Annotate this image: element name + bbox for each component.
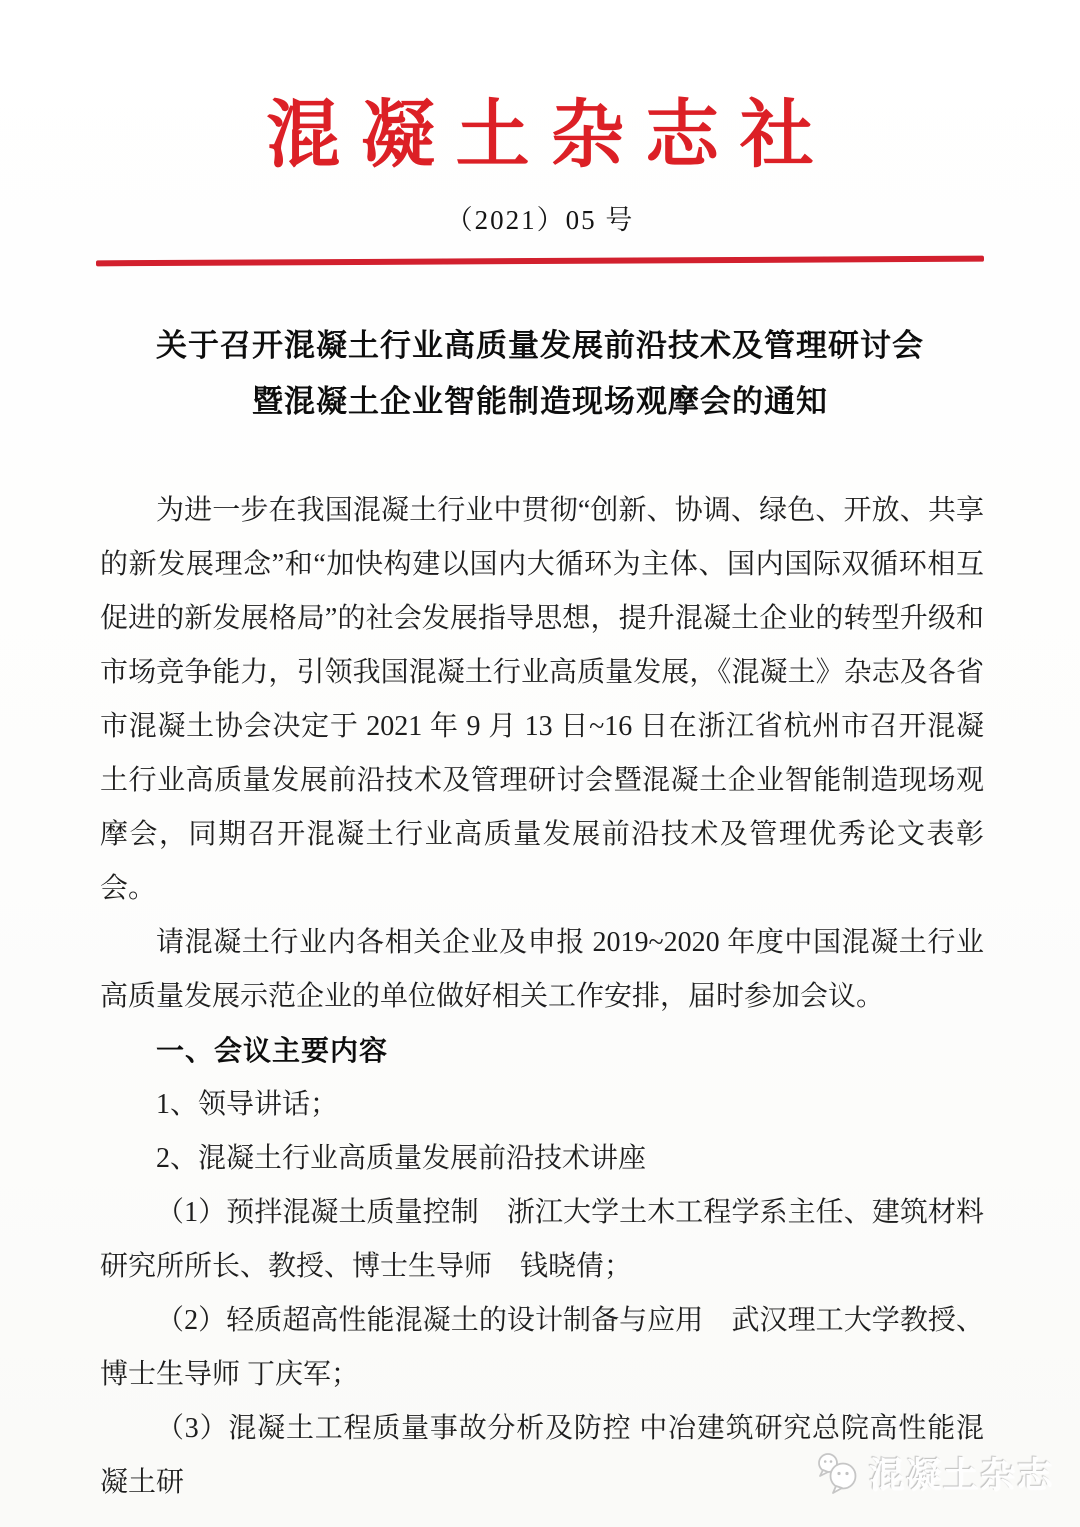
agenda-item-1: 1、领导讲话； (156, 1089, 339, 1121)
red-divider-rule (96, 256, 984, 267)
watermark (815, 1448, 1054, 1498)
doc-number: （2021）05 号 (445, 205, 635, 236)
org-title: 混凝土杂志社 (266, 95, 835, 177)
notice-title (0, 318, 1080, 430)
document-header (0, 0, 1080, 264)
lecture-item-3: （3）混凝土工程质量事故分析及防控 中冶建筑研究总院高性能混凝土研 (100, 1413, 984, 1499)
lecture-item-2: （2）轻质超高性能混凝土的设计制备与应用 武汉理工大学教授、博士生导师 丁庆军； (100, 1305, 984, 1391)
notice-title-line2: 暨混凝土企业智能制造现场观摩会的通知 (252, 384, 828, 420)
intro-paragraph: 为进一步在我国混凝土行业中贯彻“创新、协调、绿色、开放、共享的新发展理念”和“加快构建以国内大循环为主体、国内国际双循环相互促进的新发展格局”的社会发展指导思想，提升混凝土企业的转型升级和市场竞争能力，引领我国混凝土行业高质量发展，《混凝土》杂志及各省市混凝土协会决定于 2021 年 9 月 13 日~16 日在浙江省杭州市召开混凝土行业高质量发展前沿技术及管理研讨会暨混凝土企业智能制造现场观摩会，同期召开混凝土行业高质量发展前沿技术及管理优秀论文表彰会。 (100, 495, 984, 905)
document-body (100, 484, 984, 1510)
wechat-icon (815, 1451, 861, 1495)
lecture-item-1: （1）预拌混凝土质量控制 浙江大学土木工程学系主任、建筑材料研究所所长、教授、博士生导师 钱晓倩； (100, 1197, 984, 1283)
agenda-item-2: 2、混凝土行业高质量发展前沿技术讲座 (156, 1143, 647, 1175)
watermark-label: 混凝土杂志 (868, 1456, 1054, 1495)
notice-title-line1: 关于召开混凝土行业高质量发展前沿技术及管理研讨会 (156, 328, 924, 364)
section-1-heading: 一、会议主要内容 (156, 1035, 389, 1067)
invitation-paragraph: 请混凝土行业内各相关企业及申报 2019~2020 年度中国混凝土行业高质量发展示范企业的单位做好相关工作安排，届时参加会议。 (100, 927, 984, 1013)
